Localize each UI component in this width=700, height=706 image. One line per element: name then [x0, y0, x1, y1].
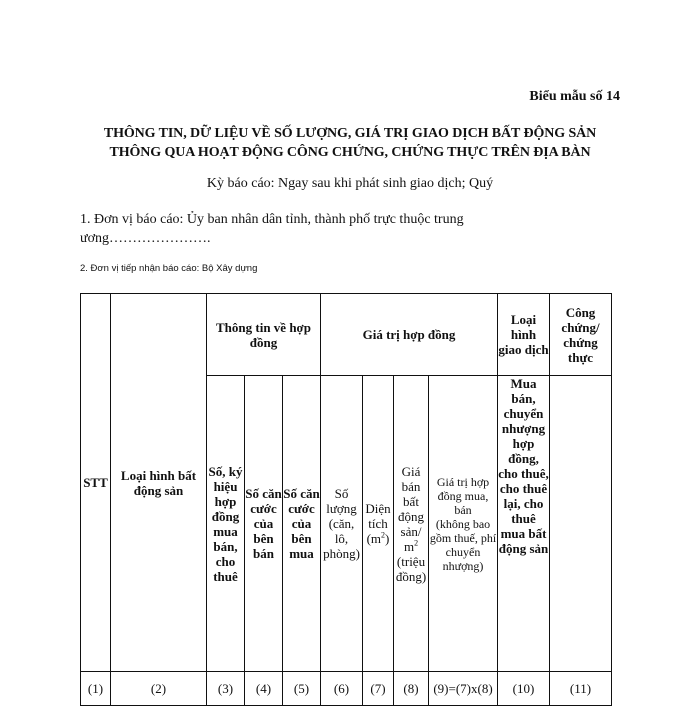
- document-title: [60, 124, 640, 162]
- column-number-10: (10): [498, 672, 550, 706]
- title-line-2: THÔNG QUA HOẠT ĐỘNG CÔNG CHỨNG, CHỨNG THỰC TRÊN ĐỊA BÀN: [109, 145, 591, 160]
- receiving-unit: 2. Đơn vị tiếp nhận báo cáo: Bộ Xây dựng: [80, 263, 258, 274]
- form-number: Biểu mẫu số 14: [529, 89, 620, 104]
- reporting-unit-line-1: 1. Đơn vị báo cáo: Ủy ban nhân dân tỉnh, thành phố trực thuộc trung: [80, 212, 464, 227]
- reporting-unit: [80, 210, 500, 248]
- header-seller-id: Số căn cước của bên bán: [245, 376, 283, 672]
- unit-price-label: Giá bán bất động sản/ $m^2$: [398, 463, 424, 554]
- header-unit-price: [394, 376, 429, 672]
- unit-price-unit: (triệu đồng): [395, 553, 427, 584]
- header-contract-value: Giá trị hợp đồng: [321, 294, 498, 376]
- column-number-6: (6): [321, 672, 363, 706]
- column-number-3: (3): [207, 672, 245, 706]
- header-buyer-id: Số căn cước của bên mua: [283, 376, 321, 672]
- header-stt: STT: [81, 294, 111, 672]
- header-total-value: [429, 376, 498, 672]
- column-number-7: (7): [363, 672, 394, 706]
- column-number-5: (5): [283, 672, 321, 706]
- header-quantity: [321, 376, 363, 672]
- header-area: [363, 376, 394, 672]
- column-number-1: (1): [81, 672, 111, 706]
- header-notarization: Công chứng/ chứng thực: [550, 294, 612, 376]
- column-number-8: (8): [394, 672, 429, 706]
- header-contract-info: Thông tin về hợp đồng: [207, 294, 321, 376]
- column-number-9: (9)=(7)x(8): [429, 672, 498, 706]
- area-unit: $(m^2)$: [366, 530, 390, 546]
- header-transaction-type: Loại hình giao dịch: [498, 294, 550, 376]
- column-number-2: (2): [111, 672, 207, 706]
- header-contract-number: Số, ký hiệu hợp đồng mua bán, cho thuê: [207, 376, 245, 672]
- reporting-unit-line-2: ương………………….: [80, 231, 211, 246]
- quantity-unit: (căn, lô, phòng): [323, 516, 360, 561]
- column-number-4: (4): [245, 672, 283, 706]
- total-value-label: Giá trị hợp đồng mua, bán: [436, 474, 490, 517]
- header-transaction-kinds: Mua bán, chuyển nhượng hợp đồng, cho thuê, cho thuê lại, cho thuê mua bất động sản: [498, 376, 550, 672]
- header-notarization-detail: [550, 376, 612, 672]
- column-number-11: (11): [550, 672, 612, 706]
- total-value-note: (không bao gồm thuế, phí chuyển nhượng): [429, 516, 497, 573]
- report-table: [80, 293, 612, 706]
- header-property-type: Loại hình bất động sản: [111, 294, 207, 672]
- quantity-label: Số lượng: [326, 486, 357, 516]
- area-label: Diện tích: [365, 501, 391, 531]
- title-line-1: THÔNG TIN, DỮ LIỆU VỀ SỐ LƯỢNG, GIÁ TRỊ GIAO DỊCH BẤT ĐỘNG SẢN: [103, 126, 597, 141]
- report-period: Kỳ báo cáo: Ngay sau khi phát sinh giao dịch; Quý: [206, 176, 494, 191]
